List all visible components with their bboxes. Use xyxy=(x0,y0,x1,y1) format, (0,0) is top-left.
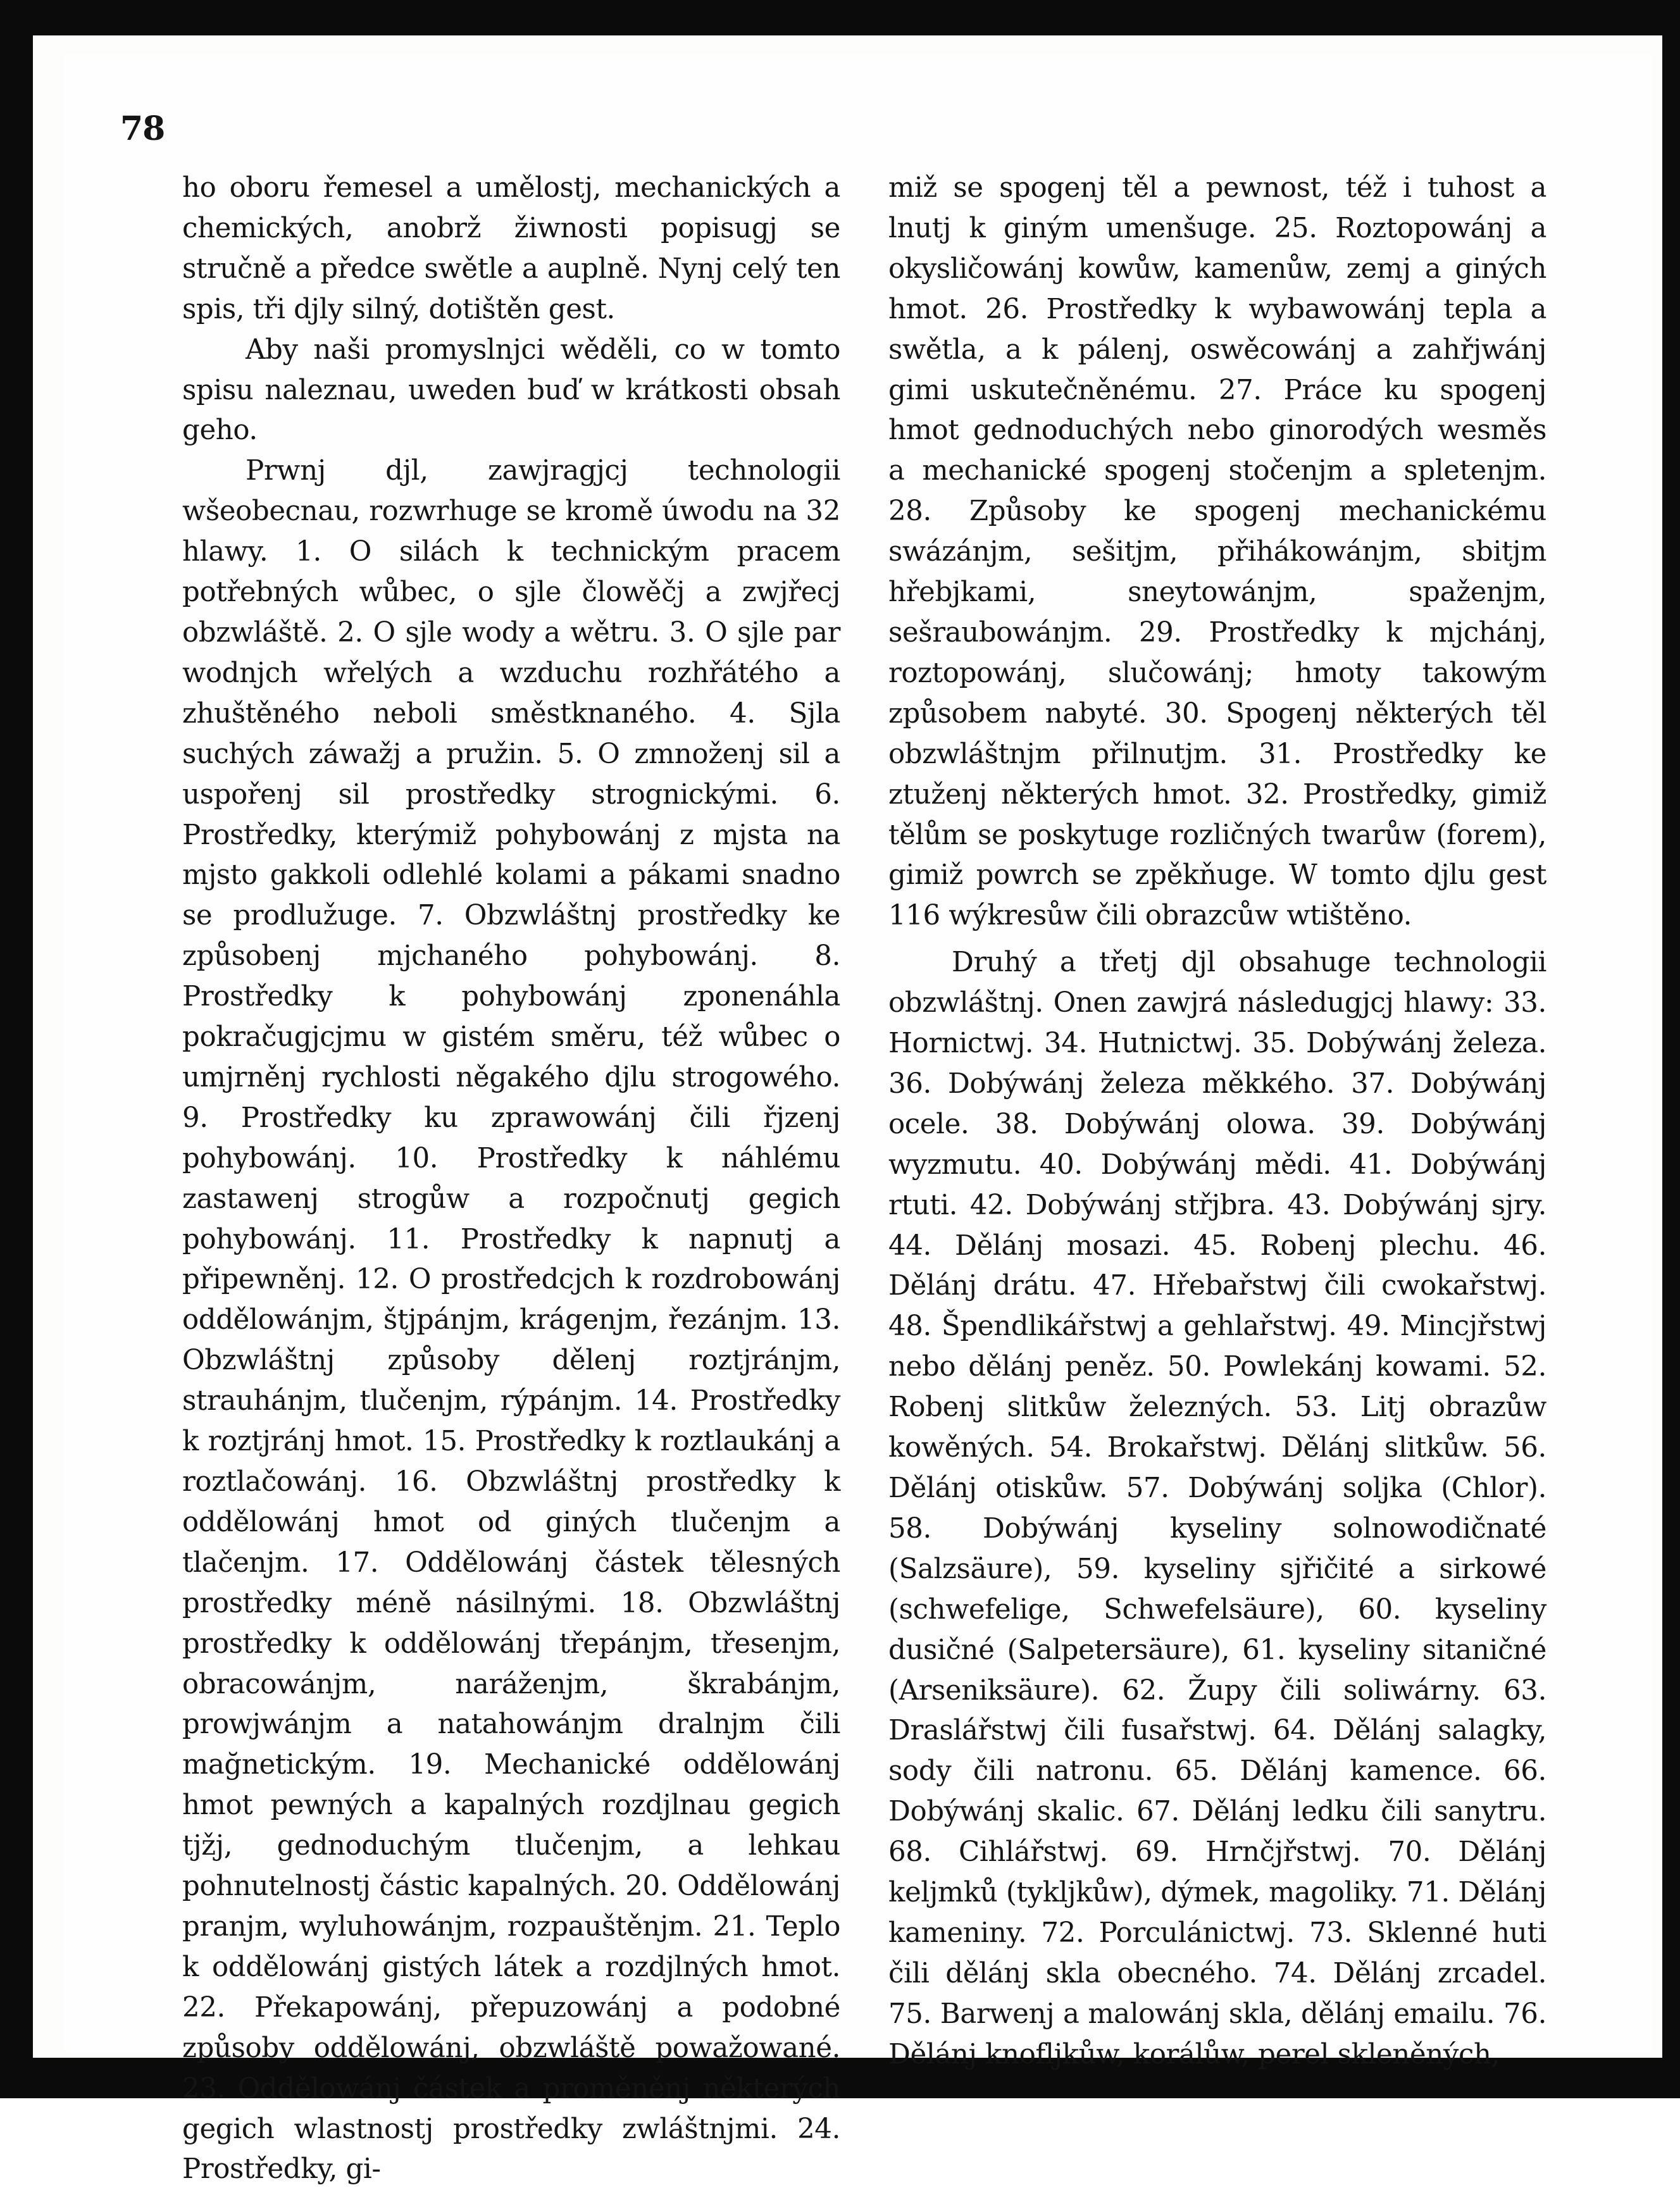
right-paragraph-1: miž se spogenj těl a pewnost, též i tuhost a lnutj k giným umenšuge. 25. Roztopowánj a okysličowánj kowůw, kamenůw, zemj a giných hmot. 26. Prostředky k wybawowánj tepla a swětla, a k pálenj, oswěcowánj a zahřjwánj gimi uskutečněnému. 27. Práce ku spogenj hmot gednoduchých nebo ginorodých wesměs a mechanické spogenj stočenjm a spletenjm. 28. Způsoby ke spogenj mechanickému swázánjm, sešitjm, přihákowánjm, sbitjm hřebjkami, sneytowánjm, spaženjm, sešraubowánjm. 29. Prostředky k mjchánj, roztopowánj, slučowánj; hmoty takowým způsobem nabyté. 30. Spogenj některých těl obzwláštnjm přilnutjm. 31. Prostředky ke ztuženj některých hmot. 32. Prostředky, gimiž tělům se poskytuge rozličných twarůw (forem), gimiž powrch se zpěkňuge. W tomto djlu gest 116 wýkresůw čili obrazcůw wtištěno. xyxy=(888,172,1546,932)
right-paragraph-2: Druhý a třetj djl obsahuge technologii obzwláštnj. Onen zawjrá následugjcj hlawy: 33. Hornictwj. 34. Hutnictwj. 35. Dobýwánj železa. 36. Dobýwánj železa měkkého. 37. Dobýwánj ocele. 38. Dobýwánj olowa. 39. Dobýwánj wyzmutu. 40. Dobýwánj mědi. 41. Dobýwánj rtuti. 42. Dobýwánj střjbra. 43. Dobýwánj sjry. 44. Dělánj mosazi. 45. Robenj plechu. 46. Dělánj drátu. 47. Hřebařstwj čili cwokařstwj. 48. Špendlikářstwj a gehlařstwj. 49. Mincjřstwj nebo dělánj peněz. 50. Powlekánj kowami. 52. Robenj slitkůw železných. 53. Litj obrazůw kowěných. 54. Brokařstwj. Dělánj slitkůw. 56. Dělánj otiskůw. 57. Dobýwánj soljka (Chlor). 58. Dobýwánj kyseliny solnowodičnaté (Salzsäure), 59. kyseliny sjřičité a sirkowé (schwefelige, Schwefelsäure), 60. kyseliny dusičné (Salpetersäure), 61. kyseliny sitaničné (Arseniksäure). 62. Župy čili soliwárny. 63. Draslářstwj čili fusařstwj. 64. Dělánj salagky, sody čili natronu. 65. Dělánj kamence. 66. Dobýwánj skalic. 67. Dělánj ledku čili sanytru. 68. Cihlářstwj. 69. Hrnčjřstwj. 70. Dělánj keljmků (tykljkůw), dýmek, magoliky. 71. Dělánj kameniny. 72. Porculánictwj. 73. Sklenné huti čili dělánj skla obecného. 74. Dělánj zrcadel. 75. Barwenj a malowánj skla, dělánj emailu. 76. Dělánj knofljkůw, korálůw, perel skleněných, xyxy=(888,947,1546,2070)
right-column xyxy=(888,168,1546,2075)
left-paragraph-2: Aby naši promyslnjci wěděli, co w tomto spisu naleznau, uweden buď w krátkosti obsah geho. xyxy=(182,333,840,447)
left-paragraph-3: Prwnj djl, zawjragjcj technologii wšeobecnau, rozwrhuge se kromě úwodu na 32 hlawy. 1. O silách k technickým pracem potřebných wůbec, o sjle člowěčj a zwjřecj obzwláště. 2. O sjle wody a wětru. 3. O sjle par wodnjch wřelých a wzduchu rozhřátého a zhuštěného neboli směstknaného. 4. Sjla suchých záwažj a pružin. 5. O zmnoženj sil a uspořenj sil prostředky strognickými. 6. Prostředky, kterýmiž pohybowánj z mjsta na mjsto gakkoli odlehlé kolami a pákami snadno se prodlužuge. 7. Obzwláštnj prostředky ke způsobenj mjchaného pohybowánj. 8. Prostředky k pohybowánj zponenáhla pokračugjcjmu w gistém směru, též wůbec o umjrněnj rychlosti něgakého djlu strogowého. 9. Prostředky ku zprawowánj čili řjzenj pohybowánj. 10. Prostředky k náhlému zastawenj strogůw a rozpočnutj gegich pohybowánj. 11. Prostředky k napnutj a připewněnj. 12. O prostředcjch k rozdrobowánj oddělowánjm, štjpánjm, krágenjm, řezánjm. 13. Obzwláštnj způsoby dělenj roztjránjm, strauhánjm, tlučenjm, rýpánjm. 14. Prostředky k roztjránj hmot. 15. Prostředky k roztlaukánj a roztlačowánj. 16. Obzwláštnj prostředky k oddělowánj hmot od giných tlučenjm a tlačenjm. 17. Oddělowánj částek tělesných prostředky méně násilnými. 18. Obzwláštnj prostředky k oddělowánj třepánjm, třesenjm, obracowánjm, naráženjm, škrabánjm, prowjwánjm a natahowánjm dralnjm čili mağnetickým. 19. Mechanické oddělowánj hmot pewných a kapalných rozdjlnau gegich tjžj, gednoduchým tlučenjm, a lehkau pohnutelnostj částic kapalných. 20. Oddělowánj pranjm, wyluhowánjm, rozpauštěnjm. 21. Teplo k oddělowánj gistých látek a rozdjlných hmot. 22. Překapowánj, přepuzowánj a podobné způsoby oddělowánj, obzwláště powažowané. 23. Oddělowánj částek a proměněnj některých gegich wlastnostj prostředky zwláštnjmi. 24. Prostředky, gi- xyxy=(182,455,840,2186)
page-number: 78 xyxy=(120,109,165,148)
left-column xyxy=(182,168,840,2190)
left-paragraph-1: ho oboru řemesel a umělostj, mechanických a chemických, anobrž žiwnosti popisugj se stručně a předce swětle a auplně. Nynj celý ten spis, tři djly silný, dotištěn gest. xyxy=(182,172,840,325)
